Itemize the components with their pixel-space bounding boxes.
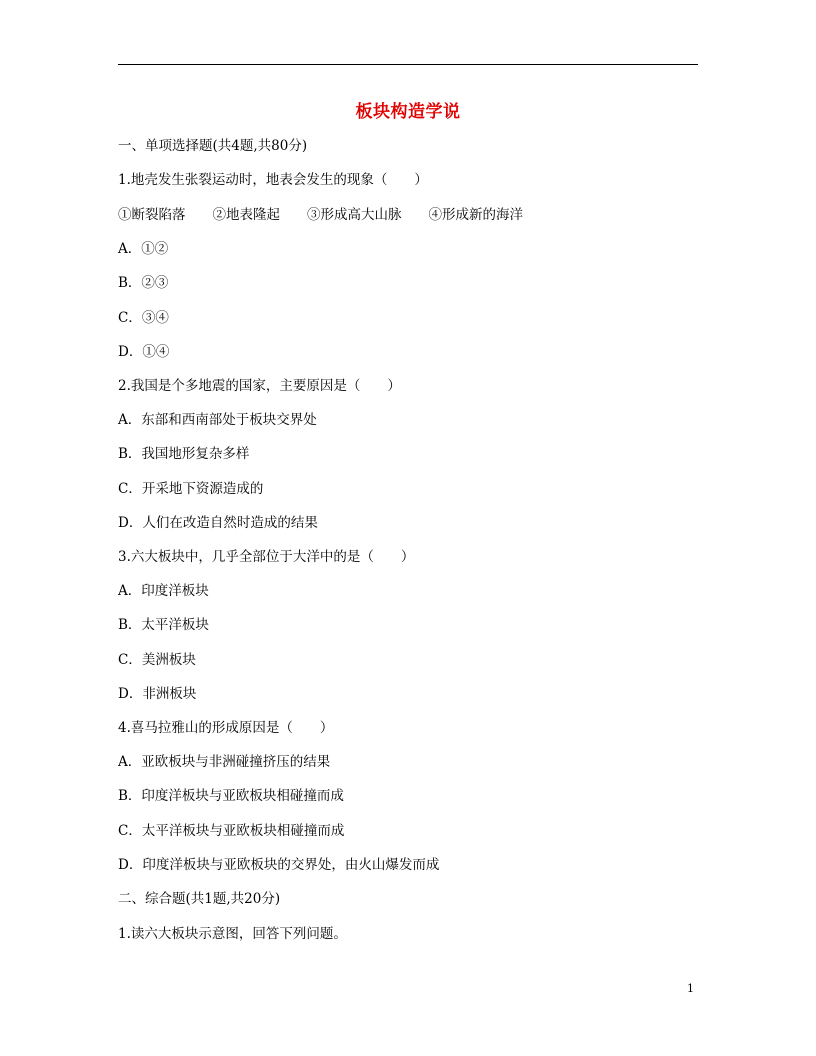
question-1-stem: 1.地壳发生张裂运动时，地表会发生的现象（ ） (118, 172, 428, 188)
question-4-option-c: C．太平洋板块与亚欧板块相碰撞而成 (118, 823, 345, 839)
section-heading-comprehensive: 二、综合题(共1题,共20分) (118, 891, 281, 907)
question-2-option-b: B．我国地形复杂多样 (118, 446, 250, 462)
comprehensive-question-1-stem: 1.读六大板块示意图，回答下列问题。 (118, 926, 347, 942)
question-4-option-a: A．亚欧板块与非洲碰撞挤压的结果 (118, 754, 331, 770)
question-3-stem: 3.六大板块中，几乎全部位于大洋中的是（ ） (118, 549, 415, 565)
question-2-option-c: C．开采地下资源造成的 (118, 481, 264, 497)
question-4-stem: 4.喜马拉雅山的形成原因是（ ） (118, 720, 334, 736)
question-2-stem: 2.我国是个多地震的国家，主要原因是（ ） (118, 378, 401, 394)
question-1-statements: ①断裂陷落 ②地表隆起 ③形成高大山脉 ④形成新的海洋 (118, 207, 523, 223)
question-2-option-a: A．东部和西南部处于板块交界处 (118, 412, 317, 428)
question-1-option-b: B．②③ (118, 275, 169, 291)
question-4-option-b: B．印度洋板块与亚欧板块相碰撞而成 (118, 788, 344, 804)
question-1-option-d: D．①④ (118, 344, 170, 360)
question-3-option-c: C．美洲板块 (118, 652, 196, 668)
question-3-option-a: A．印度洋板块 (118, 583, 209, 599)
question-2-option-d: D．人们在改造自然时造成的结果 (118, 515, 318, 531)
question-3-option-b: B．太平洋板块 (118, 617, 209, 633)
question-4-option-d: D．印度洋板块与亚欧板块的交界处，由火山爆发而成 (118, 857, 440, 873)
question-1-option-a: A．①② (118, 241, 169, 257)
section-heading-single-choice: 一、单项选择题(共4题,共80分) (118, 138, 308, 154)
question-1-option-c: C．③④ (118, 310, 169, 326)
question-3-option-d: D．非洲板块 (118, 686, 197, 702)
page-number: 1 (687, 982, 694, 995)
document-title: 板块构造学说 (355, 102, 461, 122)
header-rule (118, 64, 698, 65)
